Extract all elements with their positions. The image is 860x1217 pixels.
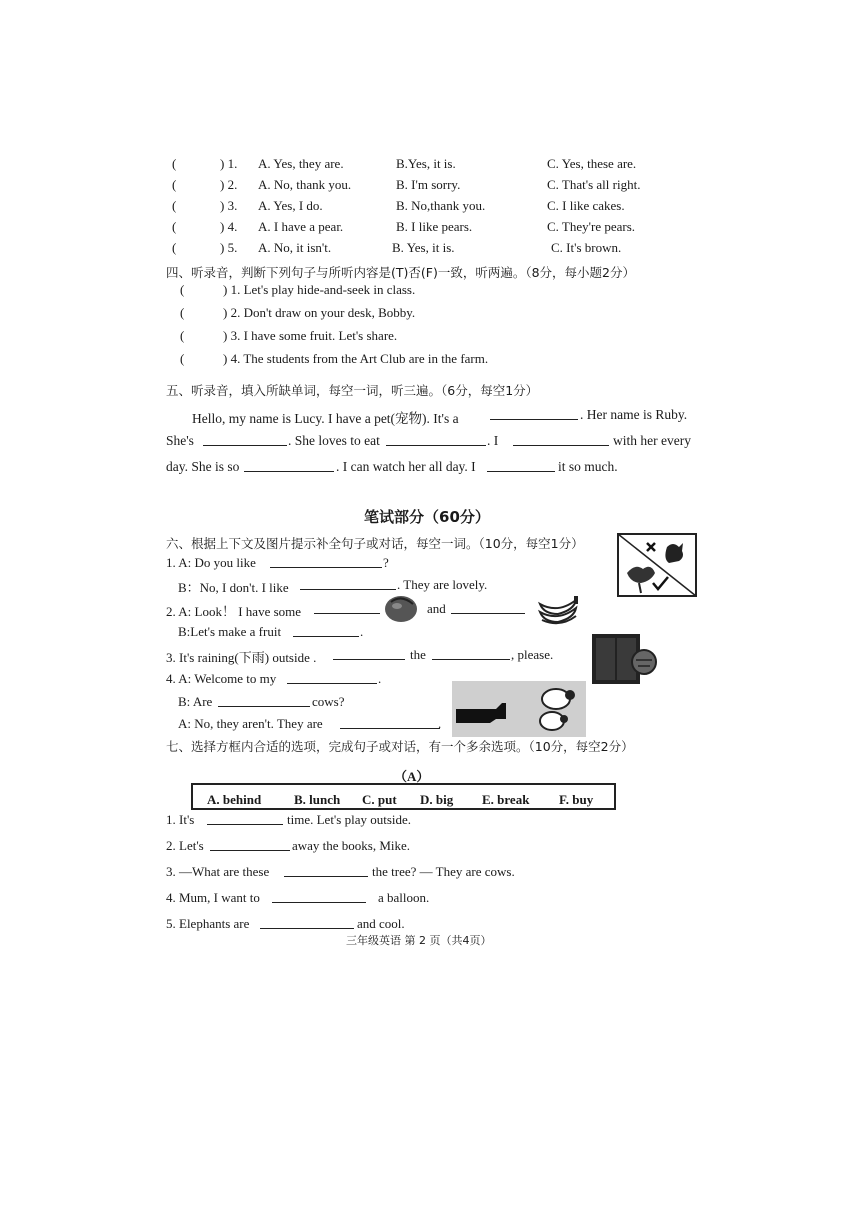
q1-a-end: ?: [383, 555, 389, 570]
part4-heading: 四、听录音，判断下列句子与所听内容是(T)否(F)一致，听两遍。（8分，每小题2分）: [166, 265, 635, 280]
option-c: C. It's brown.: [551, 240, 622, 255]
q1-a: 1. A: Do you like: [166, 555, 256, 570]
answer-blank[interactable]: [203, 433, 287, 446]
section-title: 笔试部分（60分）: [364, 508, 490, 526]
answer-blank[interactable]: [287, 671, 377, 684]
paren: (: [172, 219, 177, 234]
s5-a: 5. Elephants are: [166, 916, 250, 931]
option-b: B. Yes, it is.: [392, 240, 455, 255]
option-e: E. break: [482, 792, 530, 807]
part4-item-2-text: ) 2. Don't draw on your desk, Bobby.: [223, 305, 416, 320]
answer-blank[interactable]: [513, 433, 609, 446]
q1-b: B：No, I don't. I like: [178, 580, 289, 595]
paren: (: [172, 177, 177, 192]
cat-tree-picture-icon: [617, 533, 697, 597]
answer-blank[interactable]: [300, 577, 396, 590]
answer-blank[interactable]: [490, 407, 578, 420]
paren: (: [172, 156, 177, 171]
bananas-icon: [536, 594, 580, 630]
q4-b: B: Are: [178, 694, 213, 709]
option-b: B. lunch: [294, 792, 341, 807]
s3-a: 3. —What are these: [166, 864, 270, 879]
question-number: ) 1.: [220, 156, 238, 171]
pointing-hand-sheep-icon: [452, 681, 586, 737]
box-label: （A）: [394, 769, 430, 784]
part5-line2-d: with her every: [613, 433, 691, 448]
answer-blank[interactable]: [314, 601, 380, 614]
s5-b: and cool.: [357, 916, 405, 931]
question-number: ) 5.: [220, 240, 238, 255]
option-a: A. No, it isn't.: [258, 240, 332, 255]
option-a: A. Yes, they are.: [258, 156, 344, 171]
q2-b-end: .: [360, 624, 364, 639]
s4-a: 4. Mum, I want to: [166, 890, 260, 905]
part7-heading: 七、选择方框内合适的选项，完成句子或对话，有一个多余选项。（10分，每空2分）: [166, 739, 634, 754]
part4-item-1: (: [180, 282, 185, 297]
answer-blank[interactable]: [270, 555, 382, 568]
q3-a: 3. It's raining(下雨) outside .: [166, 650, 317, 665]
option-a: A. behind: [207, 792, 262, 807]
s1-b: time. Let's play outside.: [287, 812, 412, 827]
option-c: C. Yes, these are.: [547, 156, 637, 171]
answer-blank[interactable]: [340, 716, 440, 729]
q3-a-end: , please.: [511, 647, 554, 662]
option-box: [191, 783, 616, 810]
answer-blank[interactable]: [386, 433, 486, 446]
part4-item-1-text: ) 1. Let's play hide-and-seek in class.: [223, 282, 416, 297]
part5-heading: 五、听录音，填入所缺单词，每空一词，听三遍。（6分，每空1分）: [166, 383, 539, 398]
answer-blank[interactable]: [432, 647, 510, 660]
answer-blank[interactable]: [207, 812, 283, 825]
part4-item-3-text: ) 3. I have some fruit. Let's share.: [223, 328, 398, 343]
paren: (: [172, 240, 177, 255]
page-footer: 三年级英语 第 2 页（共4页）: [346, 934, 492, 947]
s2-b: away the books, Mike.: [292, 838, 411, 853]
paren: (: [172, 198, 177, 213]
part4-item-4-text: ) 4. The students from the Art Club are in the farm.: [223, 351, 489, 366]
part5-line1-start: Hello, my name is Lucy. I have a pet(宠物). It's a: [192, 411, 459, 426]
mango-icon: [381, 592, 421, 626]
part4-item-4: (: [180, 351, 185, 366]
window-rain-icon: [590, 632, 658, 688]
option-b: B. I like pears.: [396, 219, 473, 234]
part5-line3-b: . I can watch her all day. I: [336, 459, 476, 474]
answer-blank[interactable]: [284, 864, 368, 877]
option-a: A. I have a pear.: [258, 219, 344, 234]
question-number: ) 3.: [220, 198, 238, 213]
answer-blank[interactable]: [210, 838, 290, 851]
part5-line3-a: day. She is so: [166, 459, 240, 474]
q4-b-end: cows?: [312, 694, 345, 709]
s1-a: 1. It's: [166, 812, 195, 827]
option-c: C. put: [362, 792, 397, 807]
question-number: ) 4.: [220, 219, 238, 234]
q4-a: 4. A: Welcome to my: [166, 671, 277, 686]
part5-line2-b: . She loves to eat: [288, 433, 380, 448]
answer-blank[interactable]: [244, 459, 334, 472]
q2-a-mid: and: [427, 601, 446, 616]
question-number: ) 2.: [220, 177, 238, 192]
answer-blank[interactable]: [333, 647, 405, 660]
part4-item-2: (: [180, 305, 185, 320]
answer-blank[interactable]: [487, 459, 555, 472]
answer-blank[interactable]: [260, 916, 354, 929]
answer-blank[interactable]: [293, 624, 359, 637]
q4-c-end: .: [438, 716, 442, 731]
q2-a: 2. A: Look！ I have some: [166, 604, 302, 619]
q4-a-end: .: [378, 671, 382, 686]
s4-b: a balloon.: [378, 890, 430, 905]
part5-line3-c: it so much.: [558, 459, 618, 474]
part4-item-3: (: [180, 328, 185, 343]
answer-blank[interactable]: [451, 601, 525, 614]
option-f: F. buy: [559, 792, 594, 807]
option-d: D. big: [420, 792, 454, 807]
option-c: C. I like cakes.: [547, 198, 625, 213]
answer-blank[interactable]: [218, 694, 310, 707]
option-b: B.Yes, it is.: [396, 156, 456, 171]
part5-line2-c: . I: [487, 433, 499, 448]
option-c: C. That's all right.: [547, 177, 641, 192]
s2-a: 2. Let's: [166, 838, 204, 853]
option-b: B. I'm sorry.: [396, 177, 461, 192]
s3-b: the tree? — They are cows.: [372, 864, 515, 879]
option-c: C. They're pears.: [547, 219, 636, 234]
part5-line1-end: . Her name is Ruby.: [580, 407, 688, 422]
q1-b-end: . They are lovely.: [397, 577, 488, 592]
option-b: B. No,thank you.: [396, 198, 486, 213]
option-a: A. No, thank you.: [258, 177, 352, 192]
q2-b: B:Let's make a fruit: [178, 624, 282, 639]
q4-c: A: No, they aren't. They are: [178, 716, 323, 731]
part5-line2-a: She's: [166, 433, 194, 448]
part6-heading: 六、根据上下文及图片提示补全句子或对话，每空一词。（10分，每空1分）: [166, 536, 584, 551]
option-a: A. Yes, I do.: [258, 198, 323, 213]
answer-blank[interactable]: [272, 890, 366, 903]
q3-a-mid: the: [410, 647, 426, 662]
